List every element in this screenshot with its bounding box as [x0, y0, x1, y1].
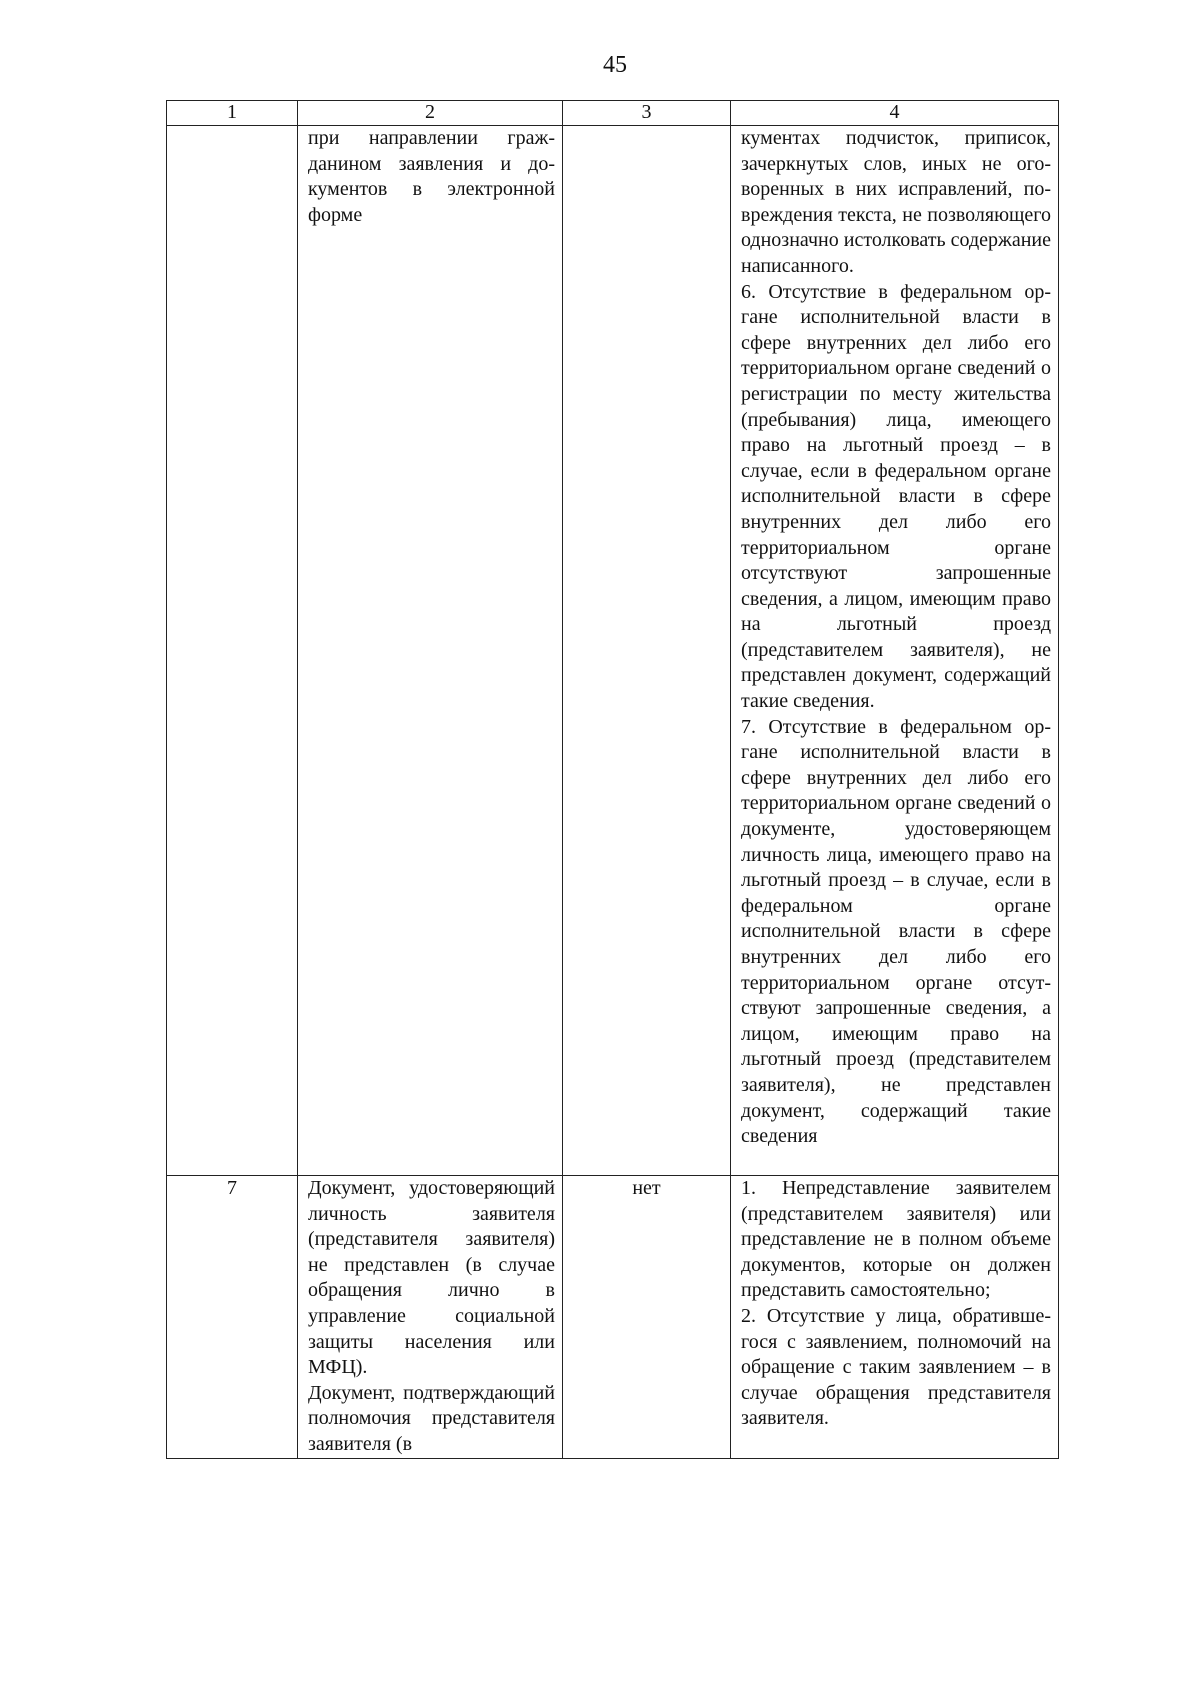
- row-number-cell: [167, 126, 298, 1176]
- column-header-3: 3: [563, 101, 731, 126]
- table-row: [167, 126, 1059, 1176]
- flag-cell: [563, 126, 731, 1176]
- grounds-paragraph: 1. Непредставление заявителем (представителем заявителя) или представление не в полном объеме документов, которые он должен представить самостоятельно;: [741, 1177, 1051, 1302]
- document-text: при направлении гражданином заявления и документов в электронной форме: [308, 127, 555, 226]
- column-header-2: 2: [298, 101, 563, 126]
- table-row: [167, 1176, 1059, 1459]
- document-text: Документ, удостоверяющий личность заявителя (представителя заявителя) не представлен (в случае обращения лично в управление социальной защиты населения или МФЦ).: [308, 1177, 555, 1379]
- flag-cell: нет: [563, 1176, 731, 1459]
- column-header-1: 1: [167, 101, 298, 126]
- grounds-paragraph: 7. Отсутствие в федеральном органе исполнительной власти в сфере внутренних дел либо его территориальном органе сведений о документе, удостоверяющем личность лица, имеющего право на льготный проезд – в случае, если в федеральном органе исполнительной власти в сфере внутренних дел либо его территориальном органе отсутствуют запрошенные сведения, а лицом, имеющим право на льготный проезд (представителем заявителя), не представлен документ, содержащий такие сведения: [741, 715, 1051, 1148]
- document-text: Документ, подтверждающий полномочия представителя заявителя (в: [308, 1381, 555, 1455]
- document-cell: [298, 1176, 563, 1459]
- table-header-row: [167, 101, 1059, 126]
- grounds-cell: [731, 1176, 1059, 1459]
- grounds-paragraph: кументах подчисток, приписок, зачеркнутых слов, иных не оговоренных в них исправлений, повреждения текста, не позволяющего однозначно истолковать содержание написанного.: [741, 127, 1051, 277]
- page-number: 45: [603, 52, 627, 78]
- requirements-table: [166, 100, 1059, 1459]
- row-number-cell: 7: [167, 1176, 298, 1459]
- grounds-paragraph: 6. Отсутствие в федеральном органе исполнительной власти в сфере внутренних дел либо его территориальном органе сведений о регистрации по месту жительства (пребывания) лица, имеющего право на льготный проезд – в случае, если в федеральном органе исполнительной власти в сфере внутренних дел либо его территориальном органе отсутствуют запрошенные сведения, а лицом, имеющим право на льготный проезд (представителем заявителя), не представлен документ, содержащий такие сведения.: [741, 280, 1051, 713]
- document-cell: [298, 126, 563, 1176]
- grounds-paragraph: 2. Отсутствие у лица, обратившегося с заявлением, полномочий на обращение с таким заявлением – в случае обращения представителя заявителя.: [741, 1304, 1051, 1430]
- grounds-cell: [731, 126, 1059, 1176]
- column-header-4: 4: [731, 101, 1059, 126]
